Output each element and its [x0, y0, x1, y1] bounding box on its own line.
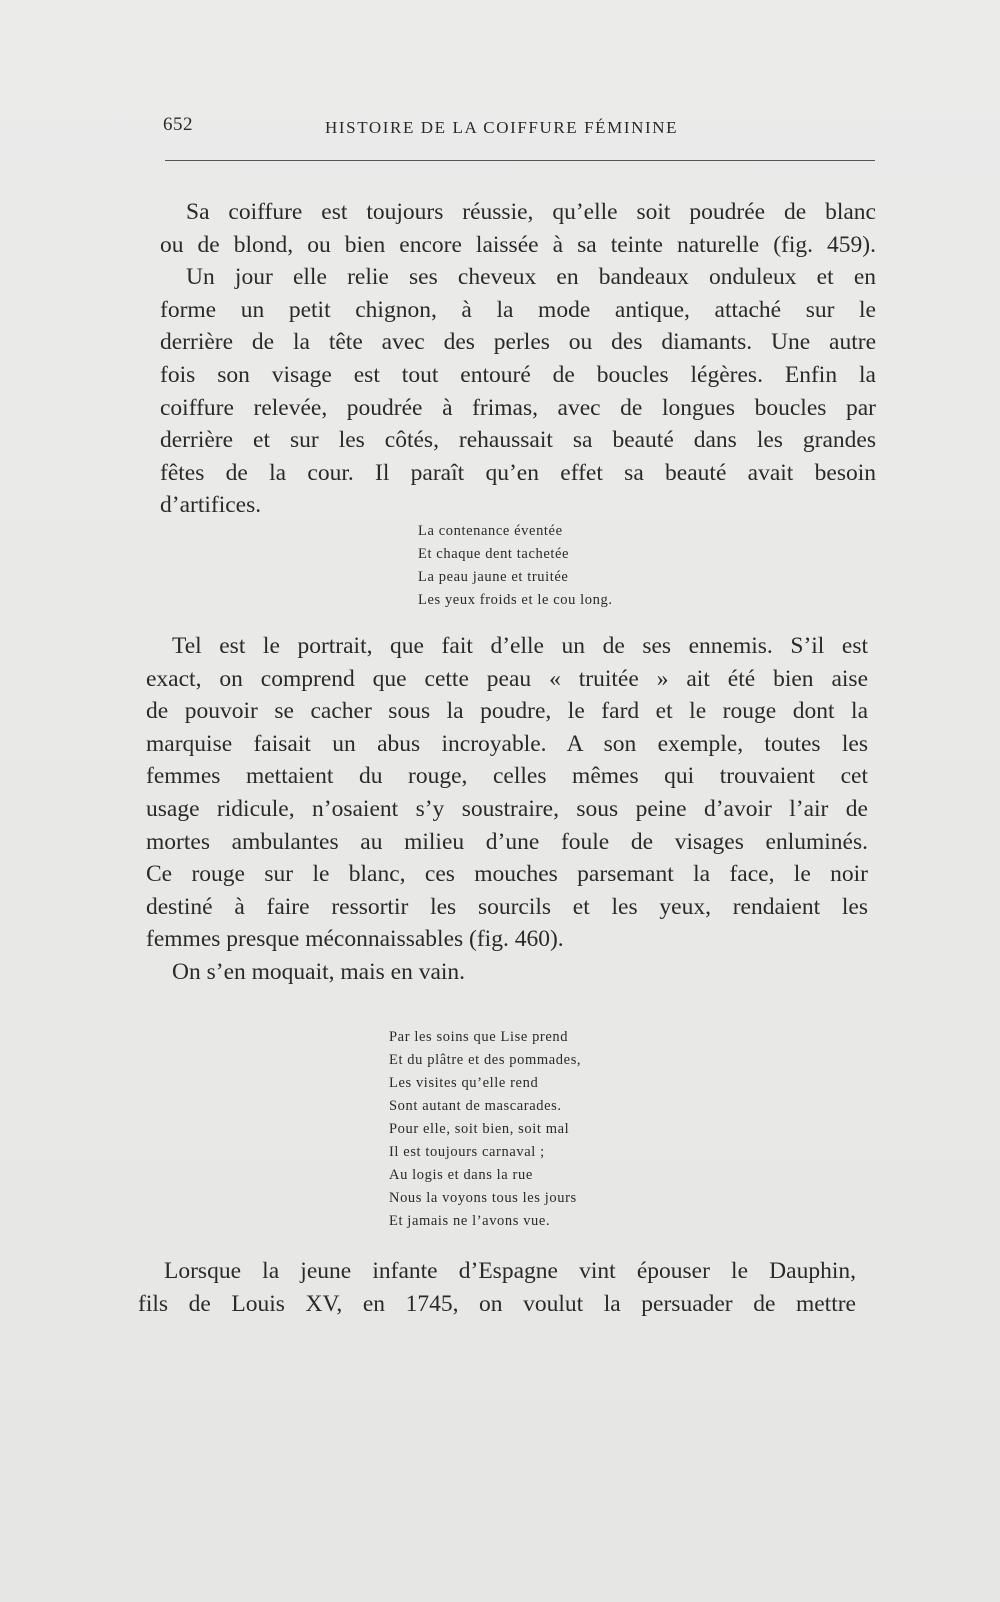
text-line: femmes mettaient du rouge, celles mêmes qui trouvaient cet — [146, 763, 868, 790]
verse-line: Et jamais ne l’avons vue. — [389, 1213, 551, 1229]
verse-line: Il est toujours carnaval ; — [389, 1144, 545, 1160]
text-line: fils de Louis XV, en 1745, on voulut la persuader de mettre — [138, 1290, 856, 1317]
verse-quote-1 — [418, 520, 613, 612]
verse-line: Et chaque dent tachetée — [418, 546, 570, 562]
running-title: HISTOIRE DE LA COIFFURE FÉMININE — [325, 118, 679, 137]
text-line: destiné à faire ressortir les sourcils et les yeux, rendaient les — [146, 893, 868, 920]
text-line: Sa coiffure est toujours réussie, qu’elle soit poudrée de blanc — [186, 199, 876, 225]
text-line: coiffure relevée, poudrée à frimas, avec de longues boucles par — [160, 394, 876, 421]
verse-line: La contenance éventée — [418, 523, 563, 539]
text-line: On s’en moquait, mais en vain. — [172, 958, 466, 985]
paragraph-2 — [146, 630, 868, 989]
verse-line: Les visites qu’elle rend — [389, 1075, 539, 1091]
verse-line: Sont autant de mascarades. — [389, 1098, 562, 1114]
text-line: Ce rouge sur le blanc, ces mouches parsemant la face, le noir — [146, 861, 868, 888]
verse-line: Et du plâtre et des pommades, — [389, 1052, 582, 1068]
header-rule — [165, 160, 875, 161]
text-line: Tel est le portrait, que fait d’elle un de ses ennemis. S’il est — [172, 633, 868, 659]
text-line: derrière de la tête avec des perles ou des diamants. Une autre — [160, 329, 876, 356]
paragraph-1 — [160, 196, 876, 522]
text-line: forme un petit chignon, à la mode antique, attaché sur le — [160, 296, 876, 323]
text-line: usage ridicule, n’osaient s’y soustraire, sous peine d’avoir l’air de — [146, 795, 868, 822]
verse-line: Par les soins que Lise prend — [389, 1029, 569, 1045]
verse-quote-2 — [389, 1026, 581, 1233]
text-line: femmes presque méconnaissables (fig. 460). — [146, 926, 564, 953]
page-number: 652 — [163, 114, 193, 135]
verse-line: Pour elle, soit bien, soit mal — [389, 1121, 570, 1137]
text-line: fois son visage est tout entouré de boucles légères. Enfin la — [160, 361, 876, 388]
text-line: d’artifices. — [160, 492, 262, 519]
text-line: exact, on comprend que cette peau « truitée » ait été bien aise — [146, 665, 868, 692]
verse-line: Au logis et dans la rue — [389, 1167, 533, 1183]
text-line: marquise faisait un abus incroyable. A son exemple, toutes les — [146, 730, 868, 757]
paragraph-3 — [138, 1255, 856, 1320]
text-line: ou de blond, ou bien encore laissée à sa teinte naturelle (fig. 459). — [160, 231, 876, 258]
text-line: fêtes de la cour. Il paraît qu’en effet sa beauté avait besoin — [160, 459, 876, 486]
verse-line: La peau jaune et truitée — [418, 569, 569, 585]
verse-line: Nous la voyons tous les jours — [389, 1190, 577, 1206]
text-line: Un jour elle relie ses cheveux en bandeaux onduleux et en — [186, 264, 876, 291]
text-line: Lorsque la jeune infante d’Espagne vint épouser le Dauphin, — [164, 1258, 856, 1284]
text-line: mortes ambulantes au milieu d’une foule de visages enluminés. — [146, 828, 868, 855]
verse-line: Les yeux froids et le cou long. — [418, 592, 613, 608]
text-line: derrière et sur les côtés, rehaussait sa beauté dans les grandes — [160, 427, 876, 454]
text-line: de pouvoir se cacher sous la poudre, le fard et le rouge dont la — [146, 698, 868, 725]
